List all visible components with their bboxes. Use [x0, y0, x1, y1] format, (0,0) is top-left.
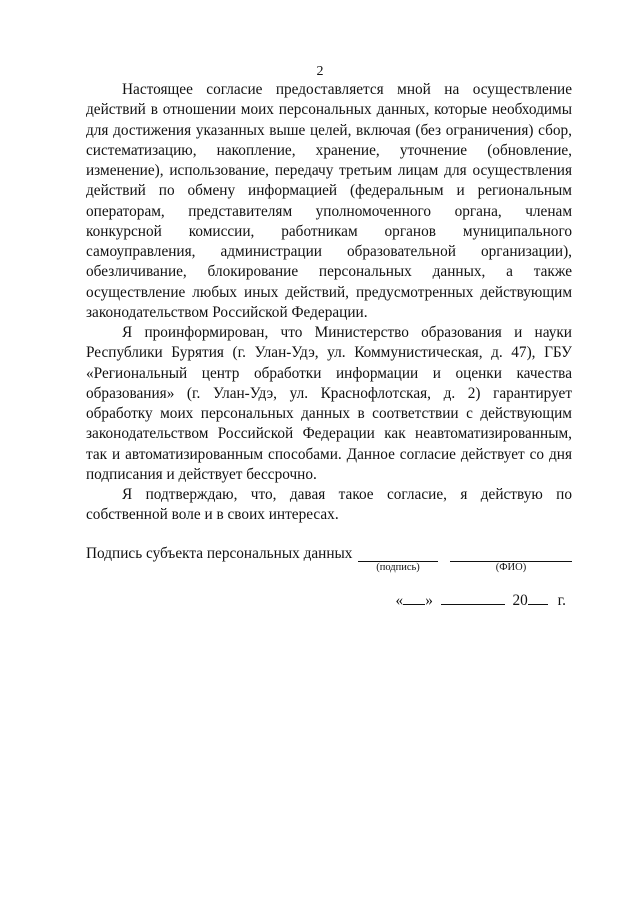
date-line: [396, 590, 566, 610]
year-prefix: 20: [512, 592, 528, 609]
paragraph-confirmation: Я подтверждаю, что, давая такое согласие, я действую по собственной воле и в своих интересах.: [86, 486, 572, 524]
signature-caption: (подпись): [376, 562, 420, 573]
signature-label: Подпись субъекта персональных данных: [86, 545, 353, 562]
date-open-quote: «: [395, 592, 404, 609]
document-body: [86, 80, 572, 526]
full-name-caption: (ФИО): [495, 562, 527, 573]
month-blank: [441, 590, 505, 605]
day-blank: [403, 590, 425, 605]
paragraph-operators-notice: Я проинформирован, что Министерство образования и науки Республики Бурятия (г. Улан-Удэ, ул. Коммунистическая, д. 47), ГБУ «Региональный центр обработки информации и оценки качества образования» (г. Улан-Удэ, ул. Краснофлотская, д. 2) гарантирует обработку моих персональных данных в соответствии с действующим законодательством Российской Федерации как неавтоматизированным, так и автоматизированным способами. Данное согласие действует со дня подписания и действует бессрочно.: [86, 324, 572, 483]
year-suffix: г.: [557, 592, 566, 609]
signature-block: [86, 545, 576, 585]
year-blank: [528, 590, 548, 605]
page-number: 2: [316, 64, 324, 79]
date-close-quote: »: [425, 592, 433, 609]
paragraph-consent-scope: Настоящее согласие предоставляется мной на осуществление действий в отношении моих персональных данных, которые необходимы для достижения указанных выше целей, включая (без ограничения) сбор, систематизацию, накопление, хранение, уточнение (обновление, изменение), использование, передачу третьим лицам для осуществления действий по обмену информацией (федеральным и региональным операторам, представителям уполномоченного органа, членам конкурсной комиссии, работникам органов муниципального самоуправления, администрации образовательной организации), обезличивание, блокирование персональных данных, а также осуществление любых иных действий, предусмотренных действующим законодательством Российской Федерации.: [86, 81, 572, 321]
